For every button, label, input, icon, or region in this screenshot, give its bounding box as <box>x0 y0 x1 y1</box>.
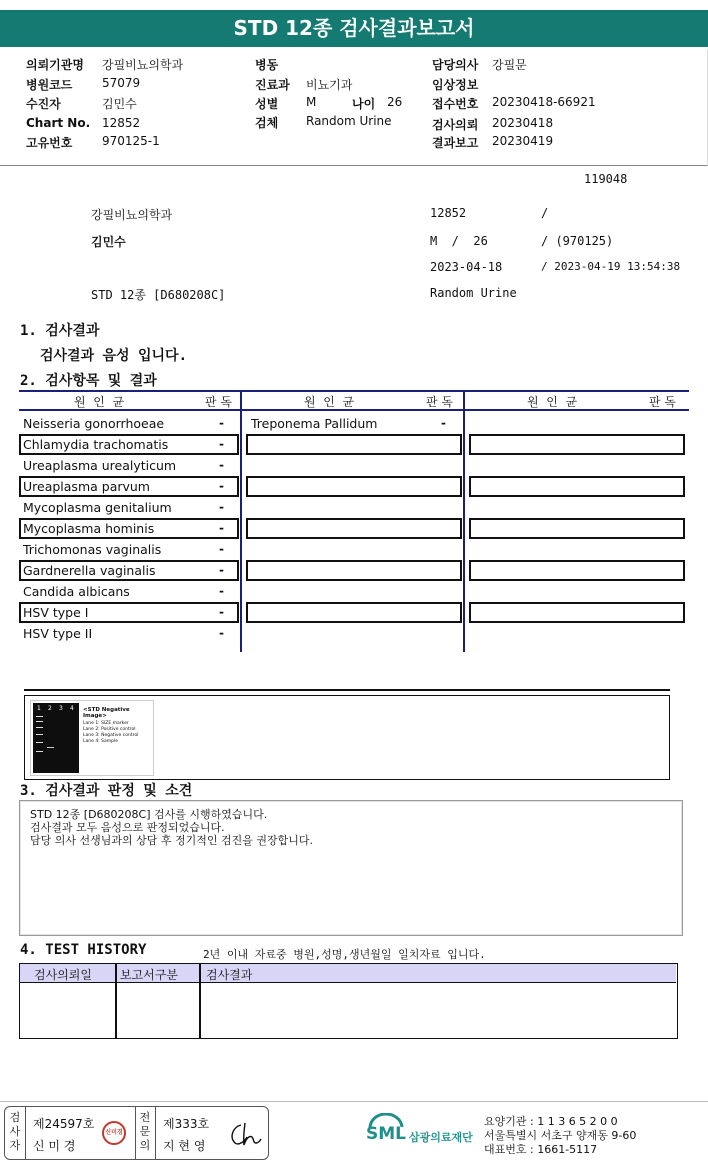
label-report-date: 결과보고 <box>432 136 479 150</box>
organism-name: Treponema Pallidum <box>251 416 378 431</box>
gel-image <box>33 703 79 773</box>
col2-header-organism: 원 인 균 <box>304 395 355 409</box>
organism-result: - <box>219 626 224 640</box>
organism-result: - <box>219 605 224 619</box>
organism-name: Gardnerella vaginalis <box>23 563 156 578</box>
value-patient: 김민수 <box>102 97 137 111</box>
label-chart-no: Chart No. <box>26 116 91 130</box>
empty-row-box <box>469 518 685 539</box>
report-title: STD 12종 검사결과보고서 <box>0 10 708 47</box>
specialist-license: 제333호 <box>163 1117 210 1131</box>
footer-contact <box>484 1115 636 1157</box>
result-row <box>19 518 239 539</box>
empty-row-box <box>246 476 462 497</box>
inspector-seal: 신미경 <box>102 1121 126 1145</box>
gel-legend-item: Lane 4: Sample <box>83 739 118 744</box>
organism-result: - <box>219 458 224 472</box>
label-institution: 의뢰기관명 <box>26 58 84 72</box>
label-hospital-code: 병원코드 <box>26 78 73 92</box>
specialist-name: 지 현 영 <box>163 1139 206 1153</box>
lane-label: 2 <box>48 705 52 712</box>
sml-brand-name: 삼광의료재단 <box>409 1131 473 1144</box>
gel-legend-item: Lane 3: Negative control <box>83 733 139 738</box>
result-row <box>19 539 239 560</box>
opinion-box <box>19 800 683 936</box>
summary-slash: / <box>541 206 549 220</box>
col1-header-organism: 원 인 균 <box>74 395 125 409</box>
history-table <box>19 963 678 1039</box>
organism-result: - <box>219 416 224 430</box>
opinion-line: 검사결과 모두 음성으로 판정되었습니다. <box>30 821 225 834</box>
organism-name: Chlamydia trachomatis <box>23 437 169 452</box>
summary-birth: / (970125) <box>541 234 614 248</box>
value-age: 26 <box>387 95 403 109</box>
label-patient: 수진자 <box>26 97 61 111</box>
label-receipt-no: 접수번호 <box>432 97 479 111</box>
empty-row-box <box>246 602 462 623</box>
label-unique-no: 고유번호 <box>26 136 73 150</box>
organism-name: Neisseria gonorrhoeae <box>23 416 165 431</box>
gel-legend-item: Lane 1: SIZE marker <box>83 721 129 726</box>
section4-heading: 4. TEST HISTORY <box>20 942 147 958</box>
label-request-date: 검사의뢰 <box>432 118 479 132</box>
results-table <box>19 390 689 652</box>
divider <box>199 964 201 1038</box>
result-row <box>19 602 239 623</box>
col2-header-judge: 판 독 <box>426 395 453 409</box>
result-row <box>19 455 239 476</box>
gel-legend <box>83 721 138 745</box>
result-row <box>19 497 239 518</box>
lane-label: 3 <box>59 705 63 712</box>
inspector-name: 신 미 경 <box>33 1139 76 1153</box>
summary-date-reported: / 2023-04-19 13:54:38 <box>541 260 681 273</box>
section1-result: 검사결과 음성 입니다. <box>40 348 188 364</box>
organism-name: Candida albicans <box>23 584 130 599</box>
value-sex: M <box>306 95 317 109</box>
summary-chart: 12852 <box>430 206 467 220</box>
summary-name: 김민수 <box>91 235 126 249</box>
specialist-label: 전문의 <box>139 1111 151 1152</box>
summary-hospital: 강필비뇨의학과 <box>91 208 173 222</box>
value-unique-no: 970125-1 <box>102 134 160 148</box>
gel-band <box>47 747 54 748</box>
value-report-date: 20230419 <box>492 134 554 148</box>
result-row <box>19 476 239 497</box>
result-row <box>19 560 239 581</box>
summary-specimen: Random Urine <box>430 286 517 300</box>
divider <box>115 964 117 1038</box>
organism-name: Mycoplasma genitalium <box>23 500 172 515</box>
value-department: 비뇨기과 <box>306 78 353 92</box>
lane-label: 4 <box>70 705 74 712</box>
summary-test-code: STD 12종 [D680208C] <box>91 288 226 302</box>
opinion-text <box>30 808 313 847</box>
col3-header-organism: 원 인 균 <box>527 395 578 409</box>
label-doctor: 담당의사 <box>432 58 479 72</box>
organism-result: - <box>219 437 224 451</box>
organism-name: Mycoplasma hominis <box>23 521 155 536</box>
empty-row-box <box>246 518 462 539</box>
value-chart-no: 12852 <box>102 116 141 130</box>
value-request-date: 20230418 <box>492 116 554 130</box>
history-header <box>20 964 676 983</box>
result-row <box>19 623 239 644</box>
signature-icon <box>227 1119 263 1149</box>
lane-label: 1 <box>37 705 41 712</box>
history-col-report-type: 보고서구분 <box>120 968 178 982</box>
summary-date-received: 2023-04-18 <box>430 260 503 274</box>
empty-row-box <box>246 434 462 455</box>
empty-row-box <box>469 602 685 623</box>
organism-name: HSV type I <box>23 605 89 620</box>
organism-result: - <box>219 584 224 598</box>
result-row <box>19 581 239 602</box>
opinion-line: STD 12종 [D680208C] 검사를 시행하였습니다. <box>30 808 268 821</box>
empty-row-box <box>469 476 685 497</box>
result-row <box>19 434 239 455</box>
organism-result: - <box>219 479 224 493</box>
result-row <box>19 413 239 434</box>
section2-heading: 2. 검사항목 및 결과 <box>20 373 157 389</box>
inspector-license: 제24597호 <box>33 1117 95 1131</box>
signature-block <box>4 1106 269 1160</box>
footer-divider <box>0 1101 708 1102</box>
col1-header-judge: 판 독 <box>205 395 232 409</box>
opinion-line: 담당 의사 선생님과의 상담 후 정기적인 검진을 권장합니다. <box>30 834 313 847</box>
label-department: 진료과 <box>255 78 290 92</box>
sml-text: SML <box>366 1124 406 1144</box>
organism-result: - <box>219 521 224 535</box>
gel-thumbnail <box>30 700 154 776</box>
col3-header-judge: 판 독 <box>649 395 676 409</box>
value-hospital-code: 57079 <box>102 76 141 90</box>
label-age: 나이 <box>352 97 376 111</box>
empty-row-box <box>469 434 685 455</box>
history-col-request-date: 검사의뢰일 <box>34 968 92 982</box>
value-institution: 강필비뇨의학과 <box>102 58 184 72</box>
label-specimen: 검체 <box>255 116 279 130</box>
history-col-result: 검사결과 <box>206 968 253 982</box>
organism-result: - <box>219 563 224 577</box>
organism-name: Ureaplasma parvum <box>23 479 150 494</box>
organism-name: Trichomonas vaginalis <box>23 542 162 557</box>
organism-name: Ureaplasma urealyticum <box>23 458 177 473</box>
organism-result: - <box>441 416 446 430</box>
history-note: 2년 이내 자료중 병원,성명,생년월일 일치자료 입니다. <box>203 948 486 961</box>
gel-band <box>36 751 43 752</box>
gel-band <box>36 716 43 717</box>
result-row <box>245 413 461 434</box>
patient-info-box <box>0 50 708 166</box>
section3-heading: 3. 검사결과 판정 및 소견 <box>20 783 193 799</box>
label-clinical-info: 임상정보 <box>432 78 479 92</box>
gel-title: <STD Negative Image> <box>83 707 130 719</box>
empty-row-box <box>469 560 685 581</box>
gel-band <box>36 721 43 722</box>
footer-code: 요양기관 : 1 1 3 6 5 2 0 0 <box>484 1115 618 1128</box>
empty-row-box <box>246 560 462 581</box>
organism-name: HSV type II <box>23 626 93 641</box>
section1-heading: 1. 검사결과 <box>20 323 100 339</box>
value-receipt-no: 20230418-66921 <box>492 95 596 109</box>
value-specimen: Random Urine <box>306 114 392 128</box>
footer-address: 서울특별시 서초구 양재동 9-60 <box>484 1129 637 1142</box>
inspector-label: 검사자 <box>9 1111 21 1152</box>
report-id: 119048 <box>584 172 628 186</box>
organism-result: - <box>219 542 224 556</box>
gel-band <box>36 734 43 735</box>
gel-band <box>36 742 43 743</box>
gel-legend-item: Lane 2: Positive control <box>83 727 136 732</box>
gel-band <box>36 727 43 728</box>
label-ward: 병동 <box>255 58 279 72</box>
value-doctor: 강필문 <box>492 58 527 72</box>
footer-phone: 대표번호 : 1661-5117 <box>484 1143 598 1156</box>
summary-sex-age: M / 26 <box>430 234 488 248</box>
divider <box>24 689 670 691</box>
gel-image-box <box>24 695 670 780</box>
label-sex: 성별 <box>255 97 279 111</box>
organism-result: - <box>219 500 224 514</box>
